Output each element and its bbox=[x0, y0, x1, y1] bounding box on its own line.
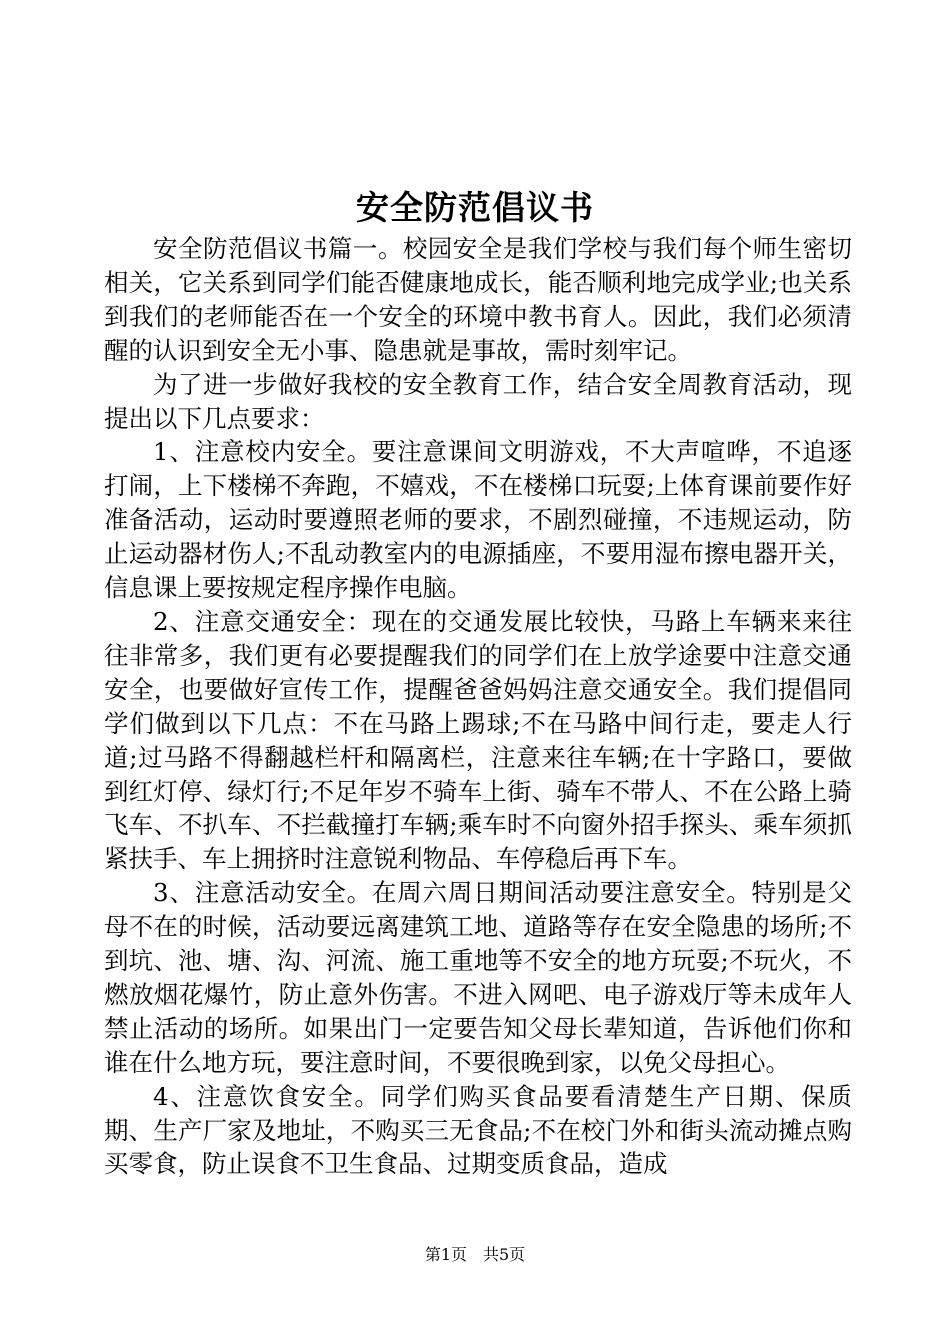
paragraph-requirements: 为了进一步做好我校的安全教育工作，结合安全周教育活动，现提出以下几点要求： bbox=[104, 369, 852, 433]
paragraph-food-safety: 4、注意饮食安全。同学们购买食品要看清楚生产日期、保质期、生产厂家及地址，不购买三无食品;不在校门外和街头流动摊点购买零食，防止误食不卫生食品、过期变质食品，造成 bbox=[104, 1081, 852, 1179]
paragraph-campus-safety: 1、注意校内安全。要注意课间文明游戏，不大声喧哗，不追逐打闹，上下楼梯不奔跑，不嬉戏，不在楼梯口玩耍;上体育课前要作好准备活动，运动时要遵照老师的要求，不剧烈碰撞，不违规运动，防止运动器材伤人;不乱动教室内的电源插座，不要用湿布擦电器开关，信息课上要按规定程序操作电脑。 bbox=[104, 437, 852, 603]
paragraph-activity-safety: 3、注意活动安全。在周六周日期间活动要注意安全。特别是父母不在的时候，活动要远离建筑工地、道路等存在安全隐患的场所;不到坑、池、塘、沟、河流、施工重地等不安全的地方玩耍;不玩火，不燃放烟花爆竹，防止意外伤害。不进入网吧、电子游戏厅等未成年人禁止活动的场所。如果出门一定要告知父母长辈知道，告诉他们你和谁在什么地方玩，要注意时间，不要很晚到家，以免父母担心。 bbox=[104, 878, 852, 1077]
document-body bbox=[104, 232, 852, 1181]
page-total: 共5页 bbox=[483, 1245, 526, 1264]
paragraph-intro: 安全防范倡议书篇一。校园安全是我们学校与我们每个师生密切相关，它关系到同学们能否健康地成长，能否顺利地完成学业;也关系到我们的老师能否在一个安全的环境中教书育人。因此，我们必须清醒的认识到安全无小事、隐患就是事故，需时刻牢记。 bbox=[104, 234, 852, 365]
page-number: 第1页 bbox=[424, 1245, 467, 1264]
page-footer bbox=[0, 1244, 950, 1266]
document-title: 安全防范倡议书 bbox=[356, 188, 594, 227]
paragraph-traffic-safety: 2、注意交通安全：现在的交通发展比较快，马路上车辆来来往往非常多，我们更有必要提醒我们的同学们在上放学途要中注意交通安全，也要做好宣传工作，提醒爸爸妈妈注意交通安全。我们提倡同学们做到以下几点：不在马路上踢球;不在马路中间行走，要走人行道;过马路不得翻越栏杆和隔离栏，注意来往车辆;在十字路口，要做到红灯停、绿灯行;不足年岁不骑车上街、骑车不带人、不在公路上骑飞车、不扒车、不拦截撞打车辆;乘车时不向窗外招手探头、乘车须抓紧扶手、车上拥挤时注意锐利物品、车停稳后再下车。 bbox=[104, 606, 852, 874]
